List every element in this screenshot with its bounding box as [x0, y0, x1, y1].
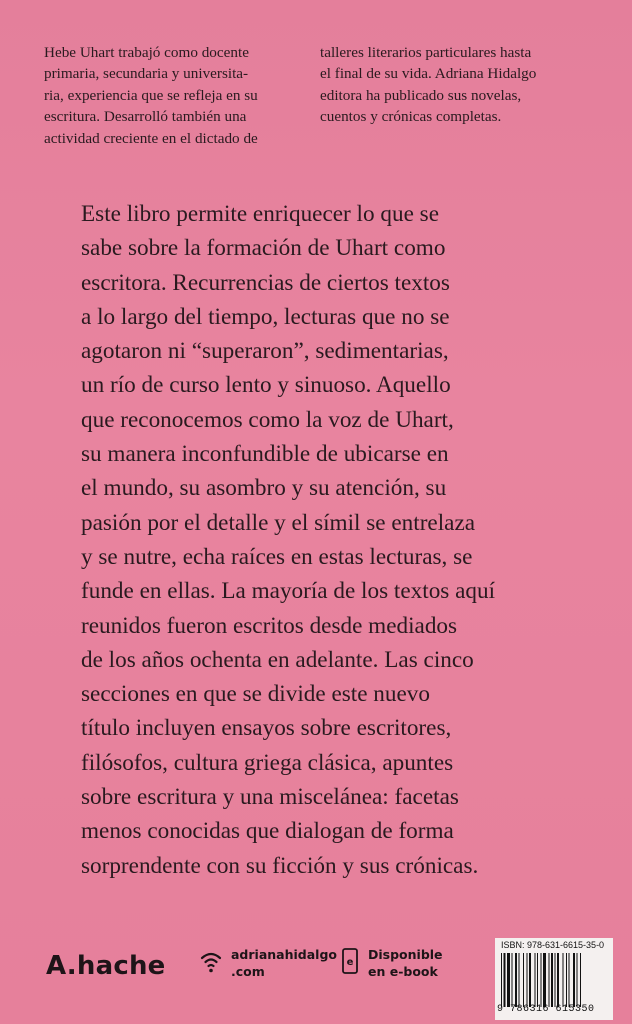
description-line: sobre escritura y una miscelánea: facetas [81, 784, 459, 811]
bio-line: talleres literarios particulares hasta [320, 44, 532, 61]
description-line: a lo largo del tiempo, lecturas que no se [81, 303, 450, 330]
website-line-1: adrianahidalgo [231, 947, 337, 962]
description-line: reunidos fueron escritos desde mediados [81, 612, 458, 639]
book-description [81, 197, 581, 883]
ebook-icon [341, 946, 359, 976]
author-bio-left-column [44, 42, 312, 149]
bio-line: ria, experiencia que se refleja en su [44, 86, 258, 104]
description-line: Este libro permite enriquecer lo que se [81, 201, 439, 227]
bio-line: editora ha publicado sus novelas, [320, 86, 522, 104]
description-line: menos conocidas que dialogan de forma [81, 818, 454, 845]
description-line: funde en ellas. La mayoría de los textos aquí [81, 578, 496, 605]
bio-line: cuentos y crónicas completas. [320, 108, 502, 126]
description-line: filósofos, cultura griega clásica, apuntes [81, 749, 454, 776]
bio-line: el final de su vida. Adriana Hidalgo [320, 65, 537, 83]
barcode-digits: 9 786316 615350 [497, 1004, 595, 1015]
svg-text:e: e [346, 957, 354, 968]
isbn-label: ISBN: 978-631-6615-35-0 [501, 940, 605, 950]
bio-line: actividad creciente en el dictado de [44, 129, 258, 147]
description-line: que reconocemos como la voz de Uhart, [81, 406, 454, 433]
description-line: el mundo, su asombro y su atención, su [81, 475, 447, 502]
website-line-2: .com [231, 964, 265, 979]
publisher-logo: A.hache [46, 951, 166, 981]
author-bio-right-column [320, 42, 590, 128]
description-line: de los años ochenta en adelante. Las cinco [81, 646, 474, 673]
barcode-bars [499, 953, 611, 1007]
back-cover-footer [0, 930, 632, 1024]
isbn-barcode [495, 938, 613, 1020]
ebook-availability [368, 946, 443, 980]
publisher-website[interactable] [231, 946, 337, 980]
description-line: sabe sobre la formación de Uhart como [81, 235, 446, 262]
description-line: un río de curso lento y sinuoso. Aquello [81, 372, 451, 399]
bio-line: Hebe Uhart trabajó como docente [44, 44, 249, 61]
description-line: título incluyen ensayos sobre escritores, [81, 715, 452, 742]
wifi-icon [200, 948, 222, 978]
description-line: su manera inconfundible de ubicarse en [81, 441, 449, 468]
description-line: pasión por el detalle y el símil se entrelaza [81, 509, 476, 536]
description-line: escritora. Recurrencias de ciertos textos [81, 269, 450, 296]
description-line: agotaron ni “superaron”, sedimentarias, [81, 338, 449, 365]
ebook-line-1: Disponible [368, 947, 443, 962]
bio-line: escritura. Desarrolló también una [44, 108, 247, 126]
description-line: sorprendente con su ficción y sus crónicas. [81, 852, 479, 879]
description-line: secciones en que se divide este nuevo [81, 681, 430, 708]
bio-line: primaria, secundaria y universita- [44, 65, 249, 83]
ebook-line-2: en e-book [368, 964, 438, 979]
description-line: y se nutre, echa raíces en estas lecturas, se [81, 543, 473, 570]
